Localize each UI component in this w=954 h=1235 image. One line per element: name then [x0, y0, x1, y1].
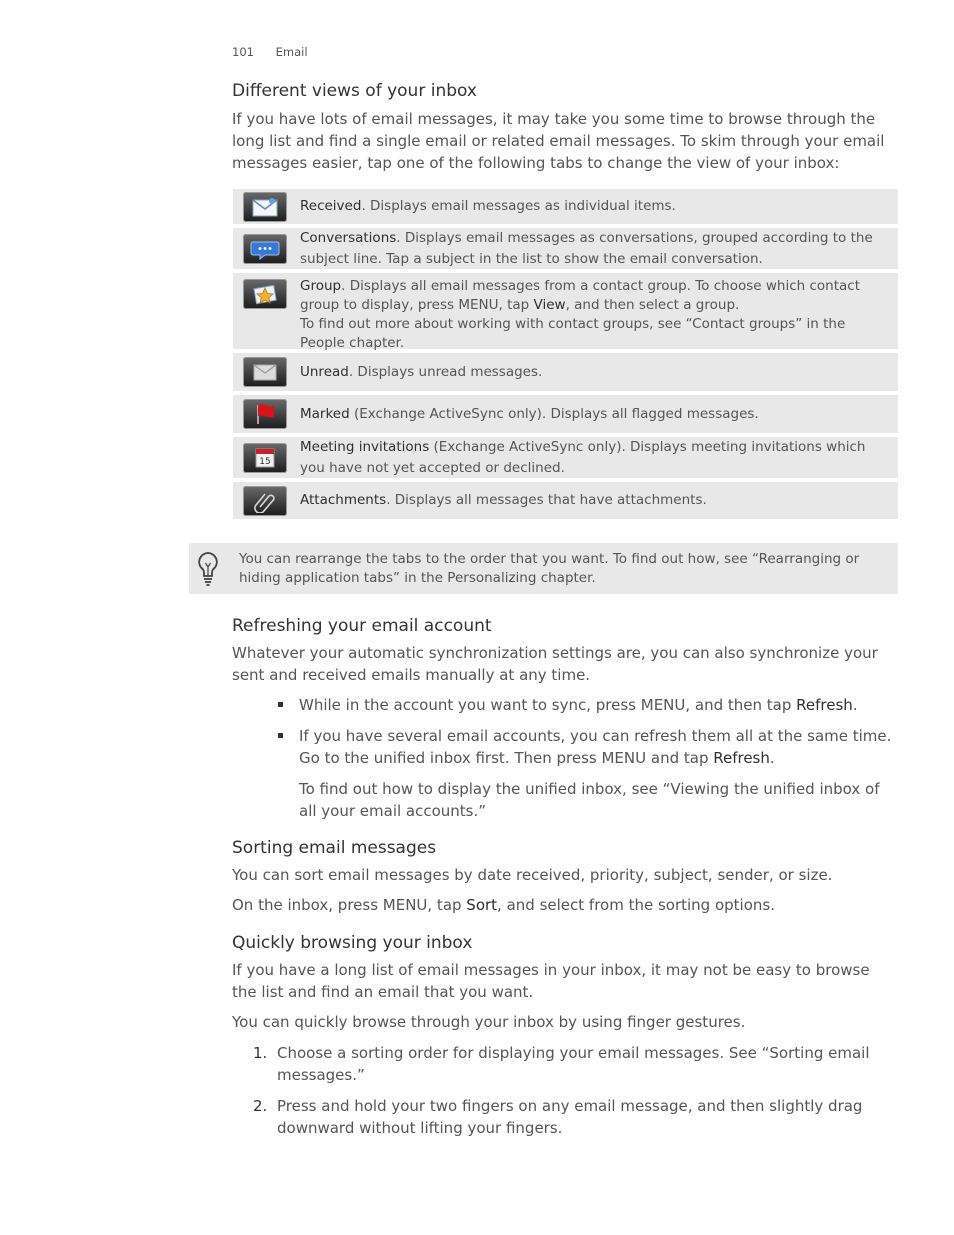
views-intro: If you have lots of email messages, it may take you some time to browse through the long list and find a single email or related email messages. To skim through your email messages easier, tap one of the following tabs to change the view of your inbox:	[232, 110, 885, 172]
step-number: 1.	[253, 1044, 268, 1062]
group-star-icon	[243, 279, 287, 309]
tab-row-marked	[233, 395, 898, 433]
red-flag-icon	[243, 399, 287, 429]
unified-inbox-note: To find out how to display the unified inbox, see “Viewing the unified inbox of all your email accounts.”	[299, 780, 880, 820]
tab-row-meeting-invitations	[233, 437, 898, 478]
tab-row-attachments	[233, 482, 898, 519]
browsing-p2: You can quickly browse through your inbox by using finger gestures.	[232, 1013, 746, 1031]
bullet-text: If you have several email accounts, you can refresh them all at the same time. Go to the unified inbox first. Then press MENU and tap	[299, 727, 892, 767]
view-menu-item: View	[533, 297, 566, 313]
step-number: 2.	[253, 1097, 268, 1115]
bullet-end: .	[852, 696, 858, 714]
tab-desc: . Displays unread messages.	[348, 363, 543, 380]
refresh-menu-item: Refresh	[796, 696, 853, 714]
calendar-day: 15	[258, 456, 271, 467]
page-number: 101	[232, 45, 254, 59]
lightbulb-icon	[196, 551, 220, 587]
tab-desc: . Displays all messages that have attachments.	[386, 492, 707, 508]
tab-name: Group	[300, 278, 342, 294]
step-text: Press and hold your two fingers on any email message, and then slightly drag downward without lifting your fingers.	[277, 1097, 863, 1137]
sort-menu-item: Sort	[466, 896, 498, 914]
tip-text: You can rearrange the tabs to the order that you want. To find out how, see “Rearranging or hiding application tabs” in the Personalizing chapter.	[239, 551, 860, 586]
tab-name: Received	[300, 198, 362, 214]
page-header	[232, 45, 326, 59]
bullet-icon	[278, 702, 283, 707]
bullet-text: While in the account you want to sync, press MENU, and then tap	[299, 696, 797, 714]
tab-name: Meeting invitations	[300, 438, 430, 455]
tab-desc: (Exchange ActiveSync only). Displays all flagged messages.	[349, 405, 759, 422]
section-title-sorting: Sorting email messages	[232, 838, 437, 858]
sorting-p2-start: On the inbox, press MENU, tap	[232, 896, 467, 914]
tab-name: Marked	[300, 405, 350, 422]
conversation-bubble-icon	[243, 234, 287, 264]
sorting-p1: You can sort email messages by date received, priority, subject, sender, or size.	[232, 866, 833, 884]
tab-name: Unread	[300, 363, 349, 380]
tab-desc-note: To find out more about working with contact groups, see “Contact groups” in the People chapter.	[300, 316, 846, 351]
tab-row-unread	[233, 353, 898, 391]
tab-row-group	[233, 273, 898, 349]
tab-desc: . Displays all email messages from a contact group. To choose which contact group to display, press MENU, tap	[300, 278, 861, 313]
refresh-menu-item: Refresh	[713, 749, 770, 767]
step-text: Choose a sorting order for displaying your email messages. See “Sorting email messages.”	[277, 1044, 870, 1084]
unread-envelope-icon	[243, 357, 287, 387]
inbox-tabs-table	[233, 189, 898, 523]
tip-box	[189, 543, 898, 594]
tab-name: Attachments	[300, 492, 387, 508]
bullet-icon	[278, 733, 283, 738]
tab-row-conversations	[233, 228, 898, 269]
tab-desc: , and then select a group.	[565, 297, 740, 313]
section-title-views: Different views of your inbox	[232, 81, 477, 101]
browsing-p1: If you have a long list of email messages in your inbox, it may not be easy to browse the list and find an email that you want.	[232, 961, 870, 1001]
paperclip-icon	[243, 486, 287, 516]
sorting-p2-end: , and select from the sorting options.	[497, 896, 775, 914]
tab-desc: . Displays email messages as individual items.	[361, 198, 676, 214]
tab-desc: . Displays email messages as conversations, grouped according to the subject line. Tap a subject in the list to show the email conversation.	[300, 229, 873, 267]
section-title-refreshing: Refreshing your email account	[232, 616, 492, 636]
calendar-icon	[243, 443, 287, 473]
tab-name: Conversations	[300, 229, 397, 246]
bullet-end: .	[769, 749, 775, 767]
section-title-browsing: Quickly browsing your inbox	[232, 933, 473, 953]
tab-row-received	[233, 189, 898, 224]
sorting-p2	[232, 894, 896, 916]
refresh-intro: Whatever your automatic synchronization settings are, you can also synchronize your sent and received emails manually at any time.	[232, 644, 878, 684]
envelope-icon	[243, 192, 287, 222]
chapter-name: Email	[275, 45, 308, 59]
tab-desc: (Exchange ActiveSync only). Displays meeting invitations which you have not yet accepted or declined.	[300, 438, 866, 476]
